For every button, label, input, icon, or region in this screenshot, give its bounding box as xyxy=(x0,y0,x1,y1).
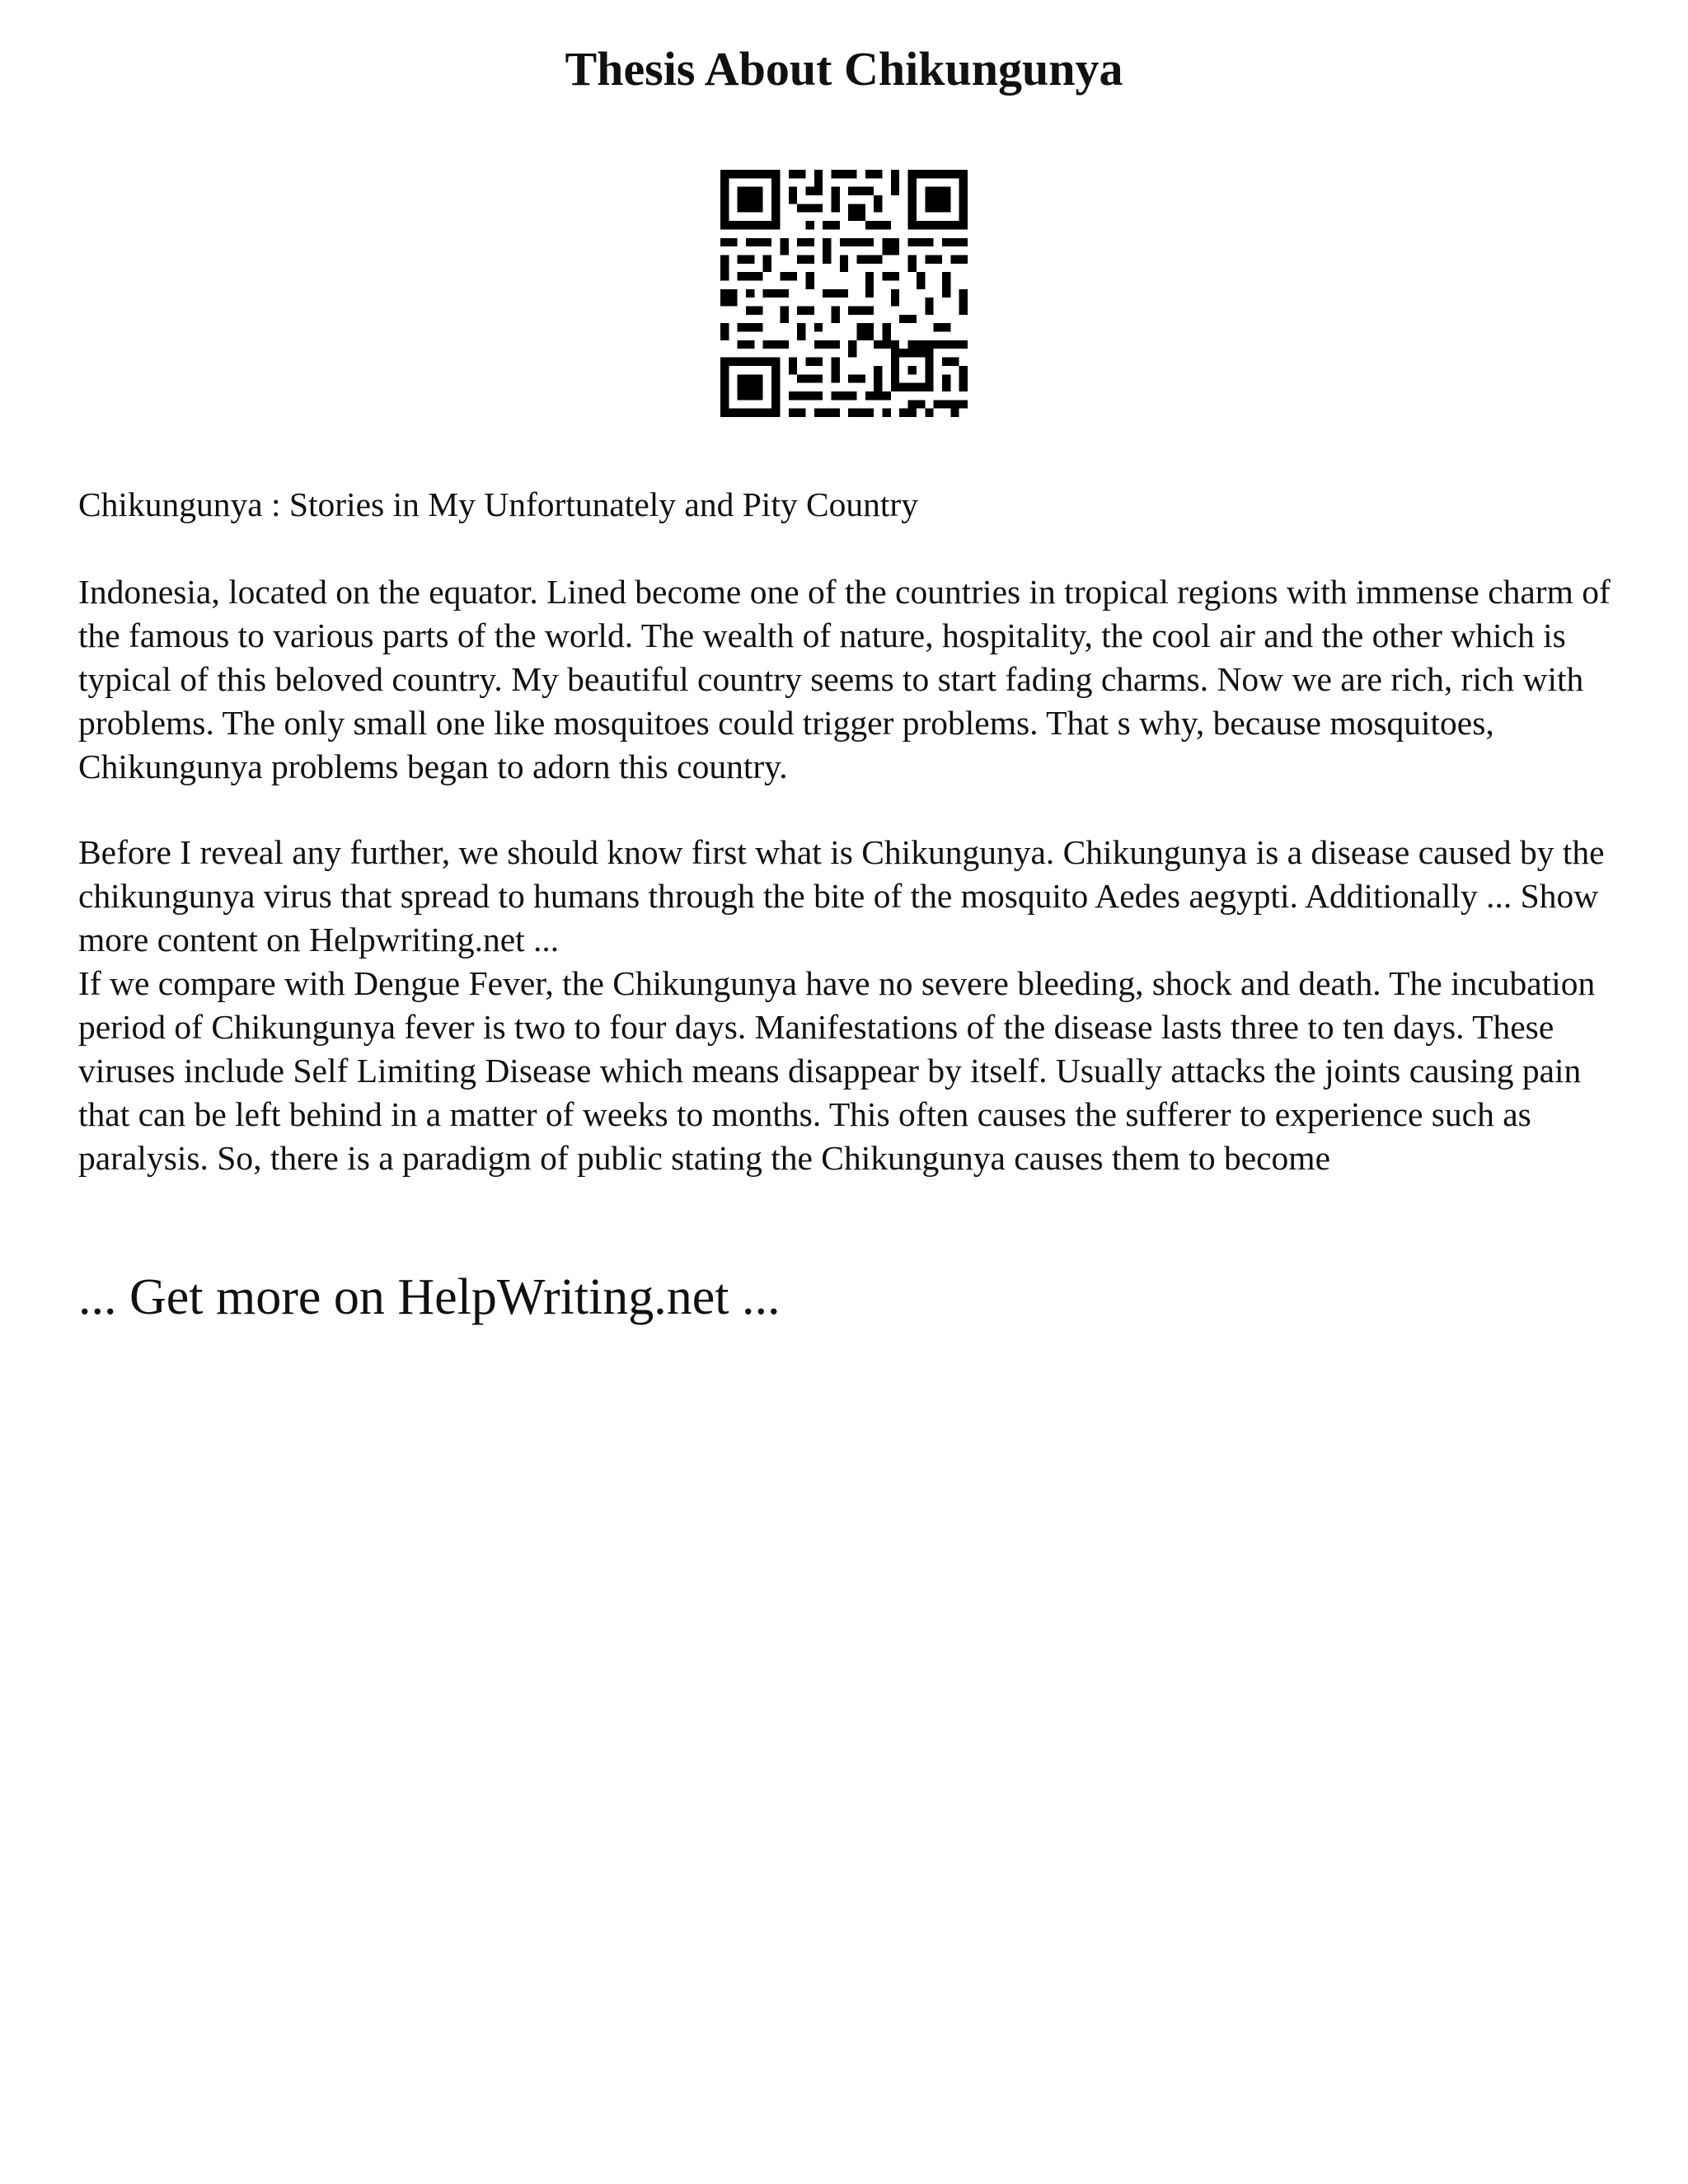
qr-finder-top-right xyxy=(908,170,968,229)
paragraph-definition: Before I reveal any further, we should know first what is Chikungunya. Chikungunya is a disease caused by the chikungunya virus that spread to humans through the bite of the mosquito Aedes aegypti. Additionally ... Show more content on Helpwriting.net ... xyxy=(78,833,1605,958)
paragraph-comparison: If we compare with Dengue Fever, the Chikungunya have no severe bleeding, shock and death. The incubation period of Chikungunya fever is two to four days. Manifestations of the disease lasts three to ten days. These viruses include Self Limiting Disease which means disappear by itself. Usually attacks the joints causing pain that can be left behind in a matter of weeks to months. This often causes the sufferer to experience such as paralysis. So, there is a paradigm of public stating the Chikungunya causes them to become xyxy=(78,964,1596,1177)
page-title: Thesis About Chikungunya xyxy=(565,42,1123,96)
paragraph-introduction: Indonesia, located on the equator. Lined become one of the countries in tropical regions with immense charm of the famous to various parts of the world. The wealth of nature, hospitality, the cool air and the other which is typical of this beloved country. My beautiful country seems to start fading charms. Now we are rich, rich with problems. The only small one like mosquitoes could trigger problems. That s why, because mosquitoes, Chikungunya problems began to adorn this country. xyxy=(78,573,1611,785)
qr-finder-top-left xyxy=(720,170,780,229)
qr-code-icon[interactable] xyxy=(720,170,968,417)
get-more-link[interactable]: ... Get more on HelpWriting.net ... xyxy=(78,1269,781,1325)
qr-finder-bottom-left xyxy=(720,358,780,417)
article-subtitle: Chikungunya : Stories in My Unfortunately and Pity Country xyxy=(78,485,918,523)
